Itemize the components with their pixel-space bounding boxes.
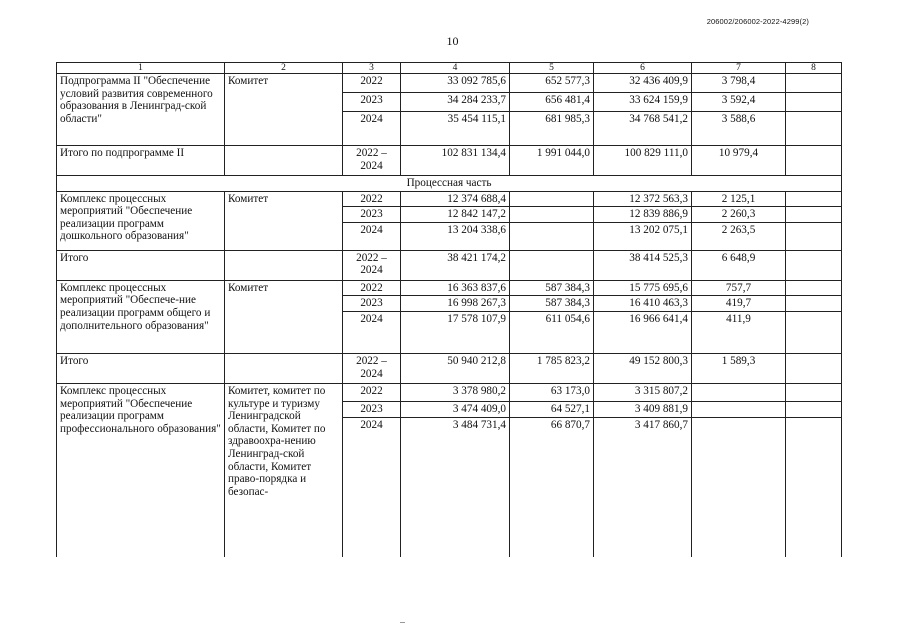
section-title: Процессная часть (57, 176, 842, 192)
column-header: 5 (510, 63, 594, 74)
page-number: 10 (446, 34, 459, 48)
amount-cell (786, 146, 842, 176)
amount-cell: 656 481,4 (510, 93, 594, 112)
year-cell: 2024 (343, 222, 401, 250)
amount-cell (786, 207, 842, 223)
year-cell: 2024 (343, 417, 401, 557)
amount-cell: 16 966 641,4 (594, 311, 692, 353)
amount-cell: 587 384,3 (510, 296, 594, 312)
amount-cell: 16 363 837,6 (401, 280, 510, 296)
year-cell: 2023 (343, 93, 401, 112)
amount-cell (510, 207, 594, 223)
executor-cell: Комитет, комитет по культуре и туризму Ленинградской области, Комитет по здравоохра-нению Ленинград-ской области, Комитет право-порядка и безопас- (225, 383, 343, 557)
table-row (57, 383, 842, 401)
total-row (57, 250, 842, 280)
year-cell: 2022 (343, 280, 401, 296)
amount-cell (786, 112, 842, 146)
column-header: 6 (594, 63, 692, 74)
total-label: Итого (57, 353, 225, 383)
year-cell: 2024 (343, 311, 401, 353)
amount-cell: 102 831 134,4 (401, 146, 510, 176)
column-header: 3 (343, 63, 401, 74)
amount-cell: 32 436 409,9 (594, 74, 692, 93)
amount-cell: 64 527,1 (510, 401, 594, 417)
amount-cell (786, 401, 842, 417)
amount-cell (510, 250, 594, 280)
amount-cell (510, 191, 594, 207)
amount-cell (786, 74, 842, 93)
amount-cell: 3 409 881,9 (594, 401, 692, 417)
amount-cell (510, 222, 594, 250)
amount-cell: 3 588,6 (692, 112, 786, 146)
year-cell: 2022 (343, 191, 401, 207)
year-cell: 2023 (343, 207, 401, 223)
total-row (57, 146, 842, 176)
year-cell: 2024 (343, 112, 401, 146)
amount-cell: 611 054,6 (510, 311, 594, 353)
amount-cell: 3 798,4 (692, 74, 786, 93)
amount-cell: 100 829 111,0 (594, 146, 692, 176)
amount-cell (786, 311, 842, 353)
amount-cell: 3 592,4 (692, 93, 786, 112)
budget-table (56, 62, 842, 557)
table-row (57, 280, 842, 296)
table-row (57, 74, 842, 93)
executor-cell (225, 353, 343, 383)
year-range-cell: 2022 – 2024 (343, 250, 401, 280)
amount-cell: 2 125,1 (692, 191, 786, 207)
total-label: Итого по подпрограмме II (57, 146, 225, 176)
column-header: 8 (786, 63, 842, 74)
year-cell: 2023 (343, 296, 401, 312)
amount-cell: 10 979,4 (692, 146, 786, 176)
amount-cell: 3 417 860,7 (594, 417, 692, 557)
amount-cell: 3 474 409,0 (401, 401, 510, 417)
amount-cell: 15 775 695,6 (594, 280, 692, 296)
amount-cell: 3 315 807,2 (594, 383, 692, 401)
amount-cell: 1 589,3 (692, 353, 786, 383)
column-header: 4 (401, 63, 510, 74)
amount-cell: 33 624 159,9 (594, 93, 692, 112)
year-cell: 2022 (343, 74, 401, 93)
amount-cell (786, 222, 842, 250)
amount-cell (786, 250, 842, 280)
amount-cell: 16 998 267,3 (401, 296, 510, 312)
amount-cell: 63 173,0 (510, 383, 594, 401)
amount-cell: 66 870,7 (510, 417, 594, 557)
amount-cell: 757,7 (692, 280, 786, 296)
amount-cell: 34 284 233,7 (401, 93, 510, 112)
year-cell: 2023 (343, 401, 401, 417)
amount-cell (786, 280, 842, 296)
column-header: 7 (692, 63, 786, 74)
column-header: 1 (57, 63, 225, 74)
amount-cell: 12 372 563,3 (594, 191, 692, 207)
amount-cell (786, 93, 842, 112)
amount-cell: 419,7 (692, 296, 786, 312)
amount-cell: 3 378 980,2 (401, 383, 510, 401)
amount-cell: 681 985,3 (510, 112, 594, 146)
scan-artifact-mark (400, 622, 405, 623)
amount-cell: 12 839 886,9 (594, 207, 692, 223)
executor-cell: Комитет (225, 280, 343, 353)
amount-cell: 12 374 688,4 (401, 191, 510, 207)
amount-cell: 1 991 044,0 (510, 146, 594, 176)
amount-cell: 652 577,3 (510, 74, 594, 93)
amount-cell: 411,9 (692, 311, 786, 353)
amount-cell (786, 417, 842, 557)
total-row (57, 353, 842, 383)
program-name-cell: Комплекс процессных мероприятий "Обеспече-ние реализации программ общего и дополнительного образования" (57, 280, 225, 353)
executor-cell: Комитет (225, 74, 343, 146)
amount-cell: 17 578 107,9 (401, 311, 510, 353)
amount-cell (786, 353, 842, 383)
amount-cell: 50 940 212,8 (401, 353, 510, 383)
executor-cell (225, 250, 343, 280)
document-registration-code: 206002/206002-2022-4299(2) (706, 17, 809, 26)
amount-cell: 16 410 463,3 (594, 296, 692, 312)
amount-cell (692, 417, 786, 557)
section-row (57, 176, 842, 192)
column-number-row (57, 63, 842, 74)
amount-cell: 2 260,3 (692, 207, 786, 223)
amount-cell (692, 401, 786, 417)
executor-cell: Комитет (225, 191, 343, 250)
amount-cell: 3 484 731,4 (401, 417, 510, 557)
year-range-cell: 2022 – 2024 (343, 146, 401, 176)
amount-cell: 13 204 338,6 (401, 222, 510, 250)
table-row (57, 191, 842, 207)
amount-cell: 34 768 541,2 (594, 112, 692, 146)
column-header: 2 (225, 63, 343, 74)
program-name-cell: Подпрограмма II "Обеспечение условий развития современного образования в Ленинград-ской области" (57, 74, 225, 146)
amount-cell: 1 785 823,2 (510, 353, 594, 383)
amount-cell: 12 842 147,2 (401, 207, 510, 223)
amount-cell (786, 191, 842, 207)
amount-cell: 6 648,9 (692, 250, 786, 280)
amount-cell: 33 092 785,6 (401, 74, 510, 93)
amount-cell: 2 263,5 (692, 222, 786, 250)
year-cell: 2022 (343, 383, 401, 401)
amount-cell (786, 383, 842, 401)
amount-cell: 49 152 800,3 (594, 353, 692, 383)
program-name-cell: Комплекс процессных мероприятий "Обеспечение реализации программ профессионального образования" (57, 383, 225, 557)
amount-cell: 38 421 174,2 (401, 250, 510, 280)
amount-cell: 587 384,3 (510, 280, 594, 296)
total-label: Итого (57, 250, 225, 280)
amount-cell (786, 296, 842, 312)
amount-cell: 38 414 525,3 (594, 250, 692, 280)
amount-cell: 13 202 075,1 (594, 222, 692, 250)
executor-cell (225, 146, 343, 176)
year-range-cell: 2022 – 2024 (343, 353, 401, 383)
amount-cell: 35 454 115,1 (401, 112, 510, 146)
amount-cell (692, 383, 786, 401)
program-name-cell: Комплекс процессных мероприятий "Обеспечение реализации программ дошкольного образования" (57, 191, 225, 250)
